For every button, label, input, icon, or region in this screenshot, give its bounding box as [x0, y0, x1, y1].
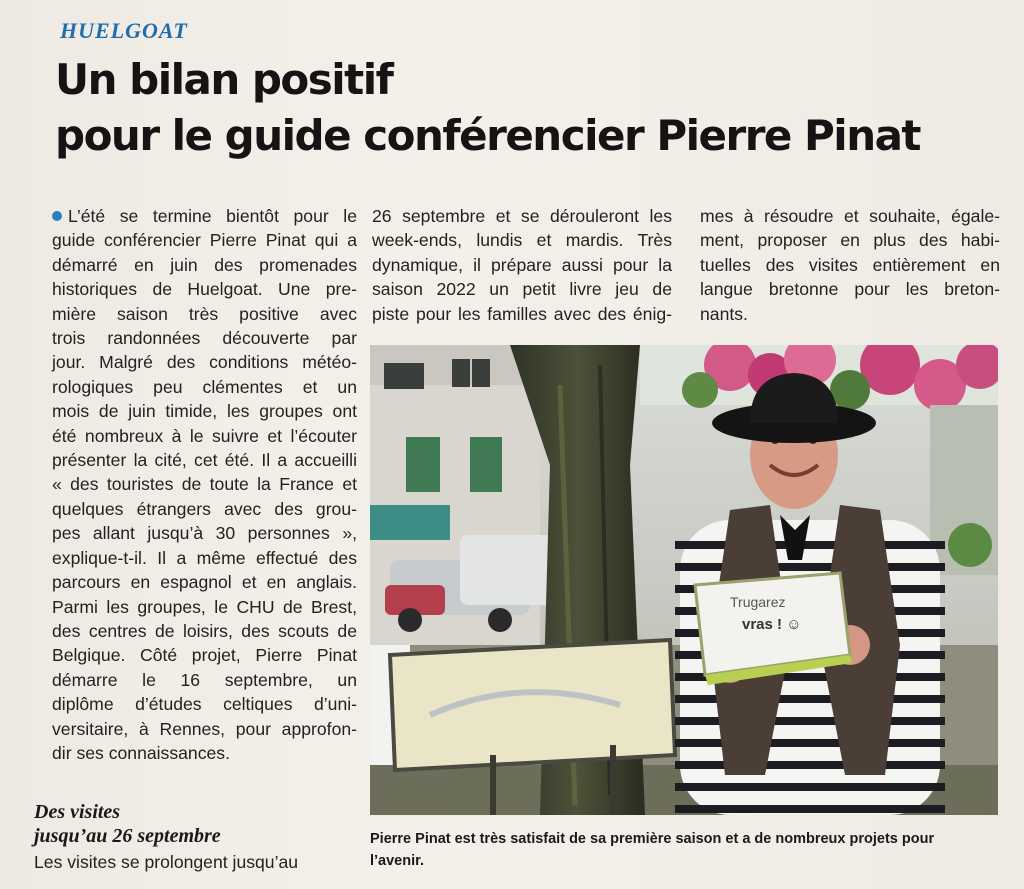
headline-line-2: pour le guide conférencier Pierre Pinat: [55, 111, 921, 160]
article-line: Belgique. Côté projet, Pierre Pinat: [52, 645, 357, 666]
article-line: diplôme d’études celtiques d’uni-: [52, 694, 357, 715]
article-line: ment, proposer en plus des habi-: [700, 230, 1000, 251]
article-line: nants.: [700, 303, 748, 324]
subheading-line-2: jusqu’au 26 septembre: [34, 825, 221, 847]
article-line: week-ends, lundis et mardis. Très: [372, 230, 672, 251]
article-line: pes allant jusqu’à 30 personnes »,: [52, 523, 357, 544]
section-kicker: HUELGOAT: [60, 18, 188, 43]
headline: [55, 52, 995, 164]
article-photo: [370, 345, 998, 815]
article-line: saison 2022 un petit livre jeu de: [372, 279, 672, 300]
article-line: dir ses connaissances.: [52, 742, 230, 763]
caption-line-1: Pierre Pinat est très satisfait de sa première saison et a de nombreux projets pour: [370, 831, 935, 847]
article-line: guide conférencier Pierre Pinat qui a: [52, 230, 357, 251]
article-column-3: [700, 204, 1000, 326]
article-line: L’été se termine bientôt pour le: [52, 204, 357, 228]
article-line: versitaire, à Rennes, pour approfon-: [52, 718, 357, 739]
article-line: mois de juin timide, les groupes ont: [52, 401, 357, 422]
article-line: trois randonnées découverte par: [52, 328, 357, 349]
article-line: mière saison très positive avec: [52, 303, 357, 324]
article-column-1: [52, 204, 357, 765]
caption-line-2: l’avenir.: [370, 853, 425, 869]
article-line: historiques de Huelgoat. Une pre-: [52, 279, 357, 300]
headline-line-1: Un bilan positif: [55, 55, 393, 104]
article-line: été nombreux à le suivre et l’écouter: [52, 425, 357, 446]
sign-text-line-2: vras ! ☺: [742, 616, 802, 633]
subheading-line-1: Des visites: [34, 801, 121, 823]
sign-text-line-1: Trugarez: [730, 594, 786, 610]
bullet-icon: [52, 211, 62, 221]
article-line: démarré en juin des promenades: [52, 254, 357, 275]
article-line: mes à résoudre et souhaite, égale-: [700, 206, 1000, 226]
article-line: « des touristes de toute la France et: [52, 474, 357, 495]
article-line: langue bretonne pour les breton-: [700, 279, 1000, 300]
article-line: explique-t-il. Il a même effectué des: [52, 547, 357, 568]
article-line: Les visites se prolongent jusqu’au: [34, 852, 299, 872]
article-line: quelques étrangers avec des grou-: [52, 498, 357, 519]
photo-caption: [370, 828, 998, 872]
article-line: jour. Malgré des conditions météo-: [52, 352, 357, 373]
subheading: [34, 800, 221, 848]
article-line: des centres de loisirs, des scouts de: [52, 620, 357, 641]
article-line: démarre le 16 septembre, un: [52, 669, 357, 690]
article-line: rologiques peu clémentes et un: [52, 376, 357, 397]
article-line: dynamique, il prépare aussi pour la: [372, 254, 672, 275]
article-line: parcours en espagnol et en anglais.: [52, 572, 357, 593]
article-line: tuelles des visites entièrement en: [700, 254, 1000, 275]
article-line: 26 septembre et se dérouleront les: [372, 206, 672, 226]
article-line: présenter la cité, cet été. Il a accueilli: [52, 450, 357, 471]
article-column-2: [372, 204, 672, 326]
article-line: piste pour les familles avec des énig-: [372, 303, 672, 324]
article-line: Parmi les groupes, le CHU de Brest,: [52, 596, 357, 617]
